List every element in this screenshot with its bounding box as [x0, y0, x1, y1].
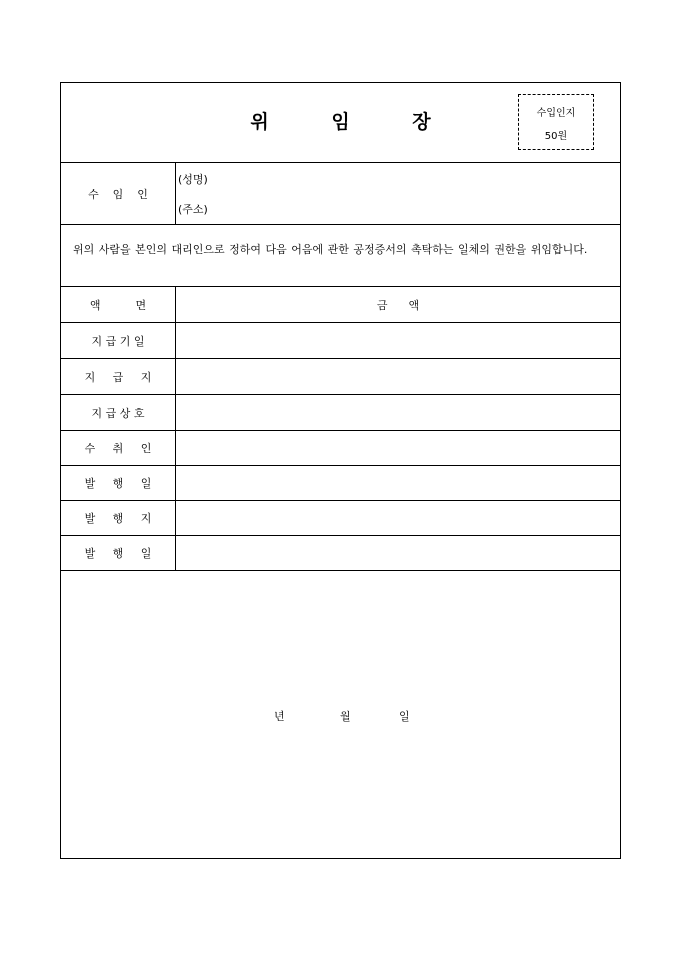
row-value-field[interactable]: [176, 430, 620, 465]
row-label: 수 취 인: [61, 430, 176, 465]
date-area: [61, 571, 620, 858]
delegation-statement: 위의 사람을 본인의 대리인으로 정하여 다음 어음에 관한 공정증서의 촉탁하는 일체의 권한을 위임합니다.: [73, 243, 588, 256]
row-issue-place: [61, 500, 620, 536]
row-issue-date-2: [61, 535, 620, 571]
row-value-amount[interactable]: 금 액: [376, 298, 420, 312]
row-payee: [61, 430, 620, 466]
power-of-attorney-form: [60, 82, 621, 859]
recipient-name-field[interactable]: (성명): [178, 173, 208, 186]
title-row: [61, 83, 620, 163]
stamp-amount: 50원: [544, 131, 568, 142]
row-issue-date: [61, 465, 620, 501]
row-label: 지 급 상 호: [61, 395, 176, 430]
row-payment-date: [61, 323, 620, 359]
stamp-label: 수입인지: [536, 108, 576, 119]
row-value-field[interactable]: [176, 359, 620, 394]
row-face-value: [61, 287, 620, 323]
revenue-stamp-box: [518, 94, 594, 150]
row-label: 발 행 일: [61, 535, 176, 570]
recipient-row: [61, 163, 620, 225]
statement-row: [61, 225, 620, 287]
row-value-field[interactable]: [176, 395, 620, 430]
row-label: 발 행 지: [61, 500, 176, 535]
date-year-label: 년: [274, 710, 285, 723]
row-label: 지 급 지: [61, 359, 176, 394]
row-value-field[interactable]: [176, 535, 620, 570]
date-day-label: 일: [399, 710, 410, 723]
row-payment-firm: [61, 395, 620, 431]
row-value-field[interactable]: [176, 465, 620, 500]
row-label: 발 행 일: [61, 465, 176, 500]
recipient-label: 수 임 인: [61, 163, 176, 224]
row-payment-place: [61, 359, 620, 395]
row-value-field[interactable]: [176, 323, 620, 358]
document-title: 위 임 장: [250, 111, 459, 133]
row-label: 액 면: [61, 287, 176, 322]
recipient-address-field[interactable]: (주소): [178, 203, 208, 216]
row-label: 지 급 기 일: [61, 323, 176, 358]
row-value-field[interactable]: [176, 500, 620, 535]
date-month-label: 월: [340, 710, 351, 723]
